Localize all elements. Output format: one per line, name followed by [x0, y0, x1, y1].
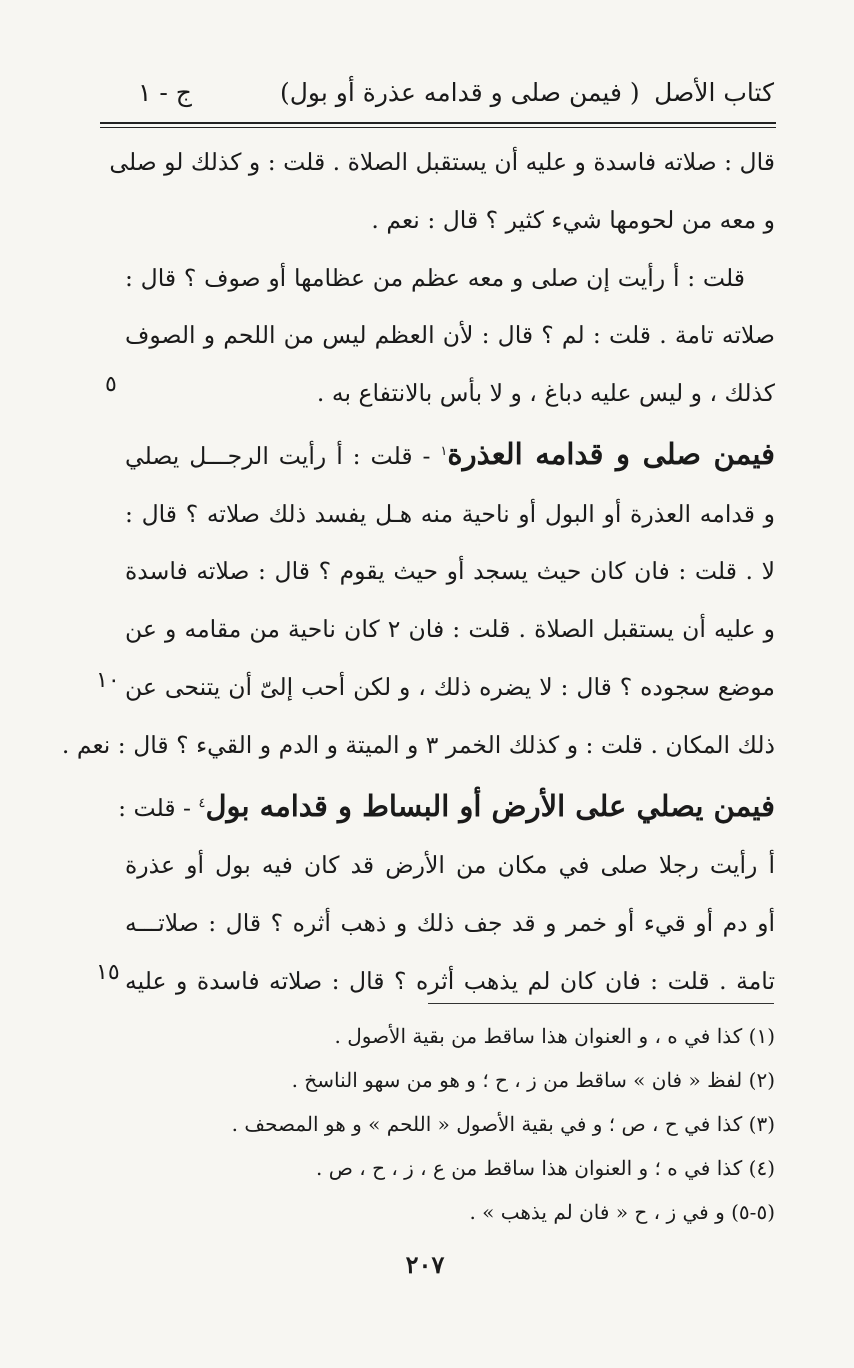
- text-line: ذلك المكان . قلت : و كذلك الخمر ٣ و الميتة و الدم و القيء ؟ قال : نعم .: [61, 730, 775, 759]
- chapter-title: (فيمن صلى و قدامه عذرة أو بول ): [280, 78, 640, 107]
- page-number: ٢٠٧: [405, 1250, 445, 1279]
- text-line: قلت : أ رأيت إن صلى و معه عظم من عظامها أو صوف ؟ قال :: [125, 263, 745, 292]
- text-line: لا . قلت : فان كان حيث يسجد أو حيث يقوم ؟ قال : صلاته فاسدة: [125, 557, 775, 586]
- book-title: كتاب الأصل: [654, 78, 774, 107]
- section-heading: فيمن يصلي على الأرض أو البساط و قدامه بول: [205, 788, 775, 823]
- text-line: موضع سجوده ؟ قال : لا يضره ذلك ، و لكن أحب إلىّ أن يتنحى عن: [125, 673, 775, 701]
- heading-continuation: - قلت : أ رأيت الرجـــل يصلي: [125, 441, 441, 470]
- text-line: و عليه أن يستقبل الصلاة . قلت : فان ٢ كان ناحية من مقامه و عن: [125, 615, 776, 644]
- running-header: [110, 72, 774, 120]
- footnote: (٢) لفظ « فان » ساقط من ز ، ح ؛ و هو من سهو الناسخ .: [291, 1068, 775, 1092]
- footnote-ref: ٤: [198, 795, 206, 811]
- footnote-ref: ١: [440, 443, 448, 459]
- text-line: أ رأيت رجلا صلى في مكان من الأرض قد كان فيه بول أو عذرة: [125, 851, 775, 880]
- line-number-10: ١٠: [96, 668, 120, 693]
- volume-number: ج - ١: [138, 78, 192, 107]
- section-heading-line: [125, 423, 775, 486]
- line-number-5: ٥: [105, 372, 117, 397]
- section-heading-line: [118, 775, 775, 838]
- header-rule-thin: [100, 127, 776, 128]
- text-line: قال : صلاته فاسدة و عليه أن يستقبل الصلاة . قلت : و كذلك لو صلى: [109, 148, 775, 176]
- footnote: (١) كذا في ه ، و العنوان هذا ساقط من بقية الأصول .: [334, 1024, 775, 1048]
- text-line: كذلك ، و ليس عليه دباغ ، و لا بأس بالانتفاع به .: [316, 379, 775, 408]
- line-number-15: ١٥: [96, 960, 120, 985]
- section-heading: فيمن صلى و قدامه العذرة: [447, 436, 775, 471]
- footnote: (٣) كذا في ح ، ص ؛ و في بقية الأصول « اللحم » و هو المصحف .: [231, 1112, 775, 1136]
- text-line: و قدامه العذرة أو البول أو ناحية منه هـل يفسد ذلك صلاته ؟ قال :: [125, 499, 775, 528]
- text-line: أو دم أو قيء أو خمر و قد جف ذلك و ذهب أثره ؟ قال : صلاتـــه: [125, 909, 775, 938]
- text-line: و معه من لحومها شيء كثير ؟ قال : نعم .: [371, 205, 775, 234]
- text-line: تامة . قلت : فان كان لم يذهب أثره ؟ قال : صلاته فاسدة و عليه: [125, 966, 775, 995]
- footnote: (٥-٥) و في ز ، ح « فان لم يذهب » .: [469, 1200, 775, 1224]
- header-rule: [100, 122, 776, 124]
- text-line: صلاته تامة . قلت : لم ؟ قال : لأن العظم ليس من اللحم و الصوف: [125, 321, 775, 350]
- footnote: (٤) كذا في ه ؛ و العنوان هذا ساقط من ع ، ز ، ح ، ص .: [316, 1156, 775, 1180]
- footnotes: [150, 1014, 775, 1234]
- heading-continuation: - قلت :: [118, 793, 199, 822]
- footnote-rule: [428, 1003, 774, 1004]
